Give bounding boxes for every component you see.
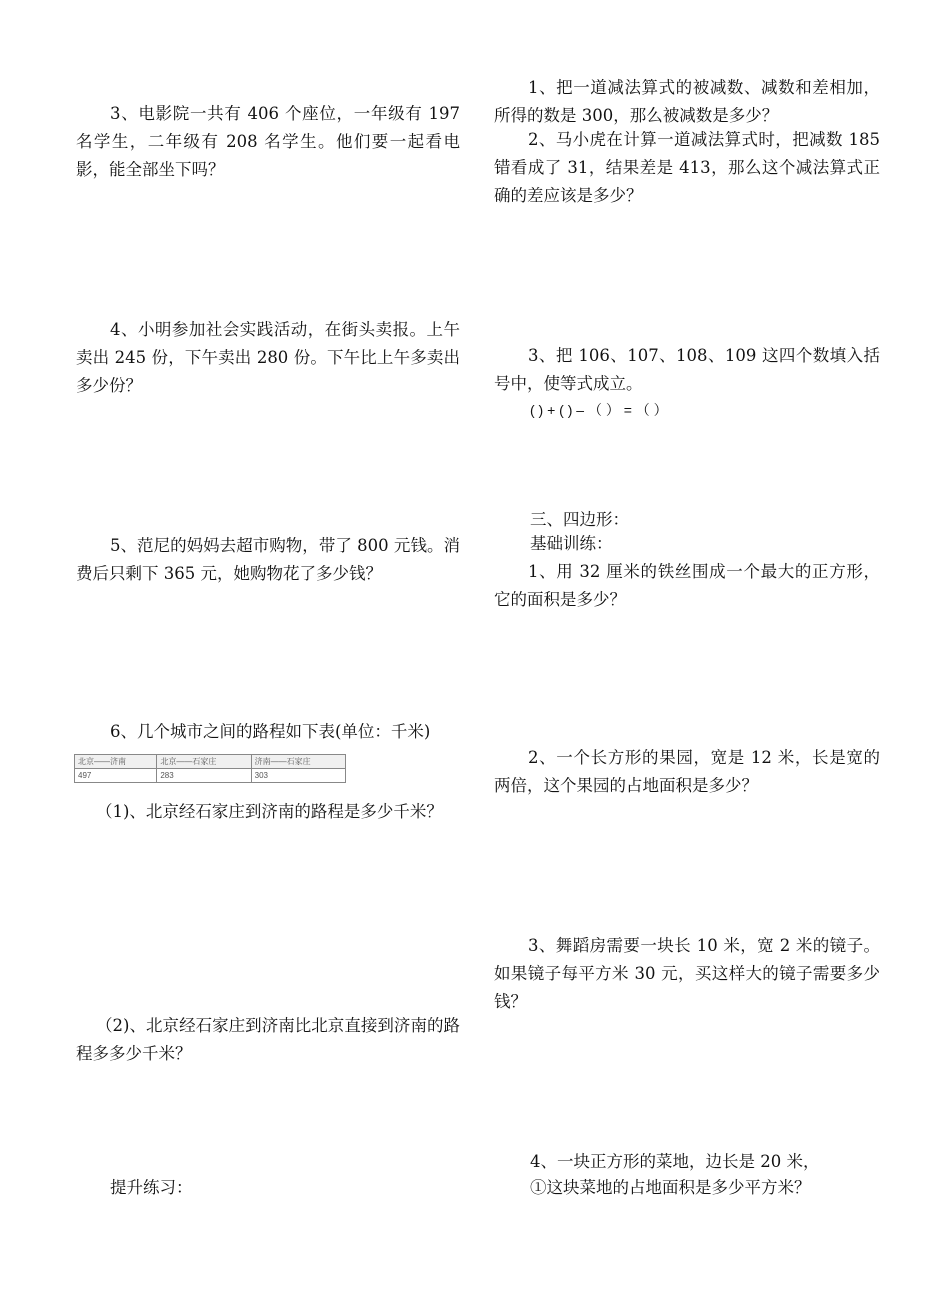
question-1-subtraction-sum: 1、把一道减法算式的被减数、减数和差相加，所得的数是 300，那么被减数是多少？ [494,78,880,125]
question-6-part-1: （1)、北京经石家庄到济南的路程是多少千米？ [96,802,443,821]
question-3-fill-numbers: 3、把 106、107、108、109 这四个数填入括号中，使等式成立。 [494,346,880,393]
question-2-wrong-subtrahend: 2、马小虎在计算一道减法算式时，把减数 185 错看成了 31，结果差是 413，那么这个减法算式正确的差应该是多少？ [494,130,880,205]
equation-blanks: ( ) + ( ) – （ ） = （ ） [530,402,668,418]
basic-training-heading: 基础训练： [530,534,613,553]
advanced-practice-heading: 提升练习： [110,1178,193,1197]
section-quadrilaterals-heading: 三、四边形： [530,510,629,529]
quad-question-4-vegetable-plot: 4、一块正方形的菜地，边长是 20 米， [530,1152,820,1171]
question-5-shopping: 5、范尼的妈妈去超市购物，带了 800 元钱。消费后只剩下 365 元，她购物花了多少钱？ [76,536,460,583]
table-cell: 283 [157,769,251,783]
distance-table [74,754,346,783]
quad-question-3-mirror: 3、舞蹈房需要一块长 10 米，宽 2 米的镜子。如果镜子每平方米 30 元，买这样大的镜子需要多少钱？ [494,936,880,1011]
table-cell: 497 [75,769,157,783]
table-row [75,755,346,769]
table-header-cell: 济南——石家庄 [251,755,345,769]
question-6-part-2: （2)、北京经石家庄到济南比北京直接到济南的路程多多少千米？ [76,1016,460,1063]
quad-question-4-part-1: ①这块菜地的占地面积是多少平方米？ [530,1178,811,1197]
question-6-distance: 6、几个城市之间的路程如下表(单位：千米) [110,722,431,741]
quad-question-1-square: 1、用 32 厘米的铁丝围成一个最大的正方形，它的面积是多少？ [494,562,880,609]
table-header-cell: 北京——石家庄 [157,755,251,769]
question-3-cinema: 3、电影院一共有 406 个座位，一年级有 197 名学生，二年级有 208 名学生。他们要一起看电影，能全部坐下吗？ [76,104,460,179]
table-row [75,769,346,783]
table-cell: 303 [251,769,345,783]
question-4-newspaper: 4、小明参加社会实践活动，在街头卖报。上午卖出 245 份，下午卖出 280 份。下午比上午多卖出多少份？ [76,320,460,395]
quad-question-2-orchard: 2、一个长方形的果园，宽是 12 米，长是宽的两倍，这个果园的占地面积是多少？ [494,748,880,795]
table-header-cell: 北京——济南 [75,755,157,769]
